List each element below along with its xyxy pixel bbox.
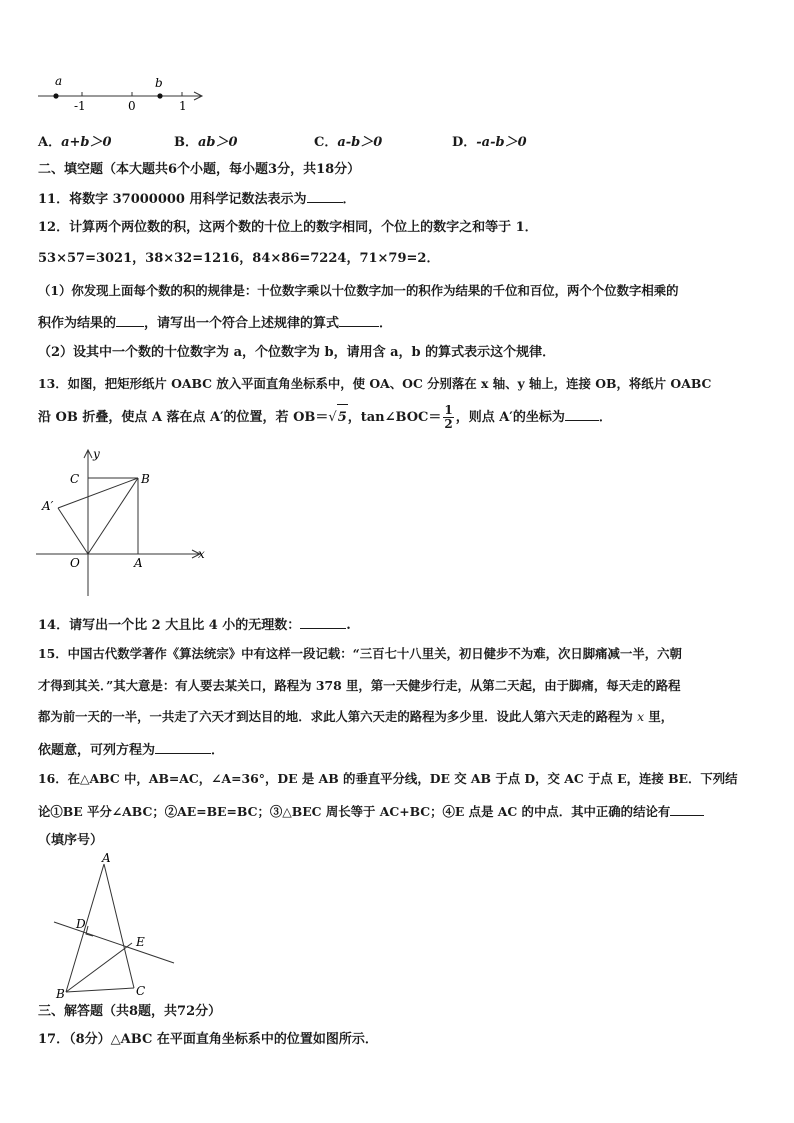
label-O: O — [70, 556, 80, 570]
label-C: C — [70, 472, 80, 486]
section-3-heading: 三、解答题（共8题，共72分） — [38, 1004, 222, 1019]
label-B: B — [56, 987, 65, 1001]
tick-minus-1: -1 — [74, 99, 86, 113]
point-a — [53, 93, 58, 98]
label-C: C — [136, 984, 146, 998]
label-A-prime: A′ — [42, 499, 54, 513]
answer-blank — [307, 190, 343, 203]
question-13-line-2: 沿 OB 折叠，使点 A 落在点 A′的位置，若 OB＝√5，tan∠BOC＝ $\frac{1}{2}$ ，则点 A′的坐标为 ． — [38, 403, 612, 431]
question-16-line-1: 16．在△ABC 中，AB=AC，∠A=36°，DE 是 AB 的垂直平分线，DE 交 AB 于点 D，交 AC 于点 E，连接 BE．下列结 — [38, 771, 738, 786]
question-12-line-2: 53×57=3021，38×32=1216，84×86=7224，71×79=2． — [38, 251, 440, 266]
question-17: 17．（8分）△ABC 在平面直角坐标系中的位置如图所示． — [38, 1032, 378, 1047]
answer-blank — [116, 314, 144, 327]
answer-blank — [155, 741, 211, 754]
question-16-line-3: （填序号） — [38, 833, 104, 848]
fraction: $\frac{1}{2}$ — [444, 403, 453, 431]
label-D: D — [76, 917, 86, 931]
question-12-line-1: 12．计算两个两位数的积，这两个数的十位上的数字相同，个位上的数字之和等于 1． — [38, 220, 538, 235]
question-15-line-4: 依题意，可列方程为 ． — [38, 743, 225, 758]
question-15-line-3: 都为前一天的一半，一共走了六天才到达目的地．求此人第六天走的路程为多少里．设此人第六天走的路程为 x 里， — [38, 709, 674, 724]
label-A: A — [102, 852, 111, 865]
sqrt-value: 5 — [337, 404, 348, 431]
option-c: C．a-b＞0 — [314, 135, 383, 150]
figure-16-triangle-diagram — [46, 852, 184, 1002]
question-12-line-4: 积作为结果的 ，请写出一个符合上述规律的算式 ． — [38, 316, 393, 331]
question-12-line-3: （1）你发现上面每个数的积的规律是：十位数字乘以十位数字加一的积作为结果的千位和百位，两个个位数字相乘的 — [38, 283, 679, 298]
question-12-line-5: （2）设其中一个数的十位数字为 a，个位数字为 b，请用含 a，b 的算式表示这个规律． — [38, 345, 556, 360]
question-15-line-1: 15．中国古代数学著作《算法统宗》中有这样一段记载：“三百七十八里关，初日健步不为难，次日脚痛减一半，六朝 — [38, 646, 682, 661]
tick-1: 1 — [179, 99, 187, 113]
tick-0: 0 — [128, 99, 136, 113]
question-13-line-1: 13．如图，把矩形纸片 OABC 放入平面直角坐标系中，使 OA、OC 分别落在 x 轴、y 轴上，连接 OB，将纸片 OABC — [38, 376, 712, 391]
question-11: 11．将数字 37000000 用科学记数法表示为 ． — [38, 192, 356, 207]
label-y: y — [93, 447, 100, 461]
answer-blank — [339, 314, 379, 327]
label-B: B — [141, 472, 150, 486]
answer-blank — [670, 803, 704, 816]
option-a: A．a+b＞0 — [38, 135, 112, 150]
option-b: B．ab＞0 — [174, 135, 238, 150]
number-line-figure — [30, 72, 210, 114]
label-b: b — [155, 76, 163, 90]
point-b — [157, 93, 162, 98]
label-a: a — [55, 74, 63, 88]
section-2-heading: 二、填空题（本大题共6个小题，每小题3分，共18分） — [38, 162, 361, 177]
answer-blank — [300, 616, 346, 629]
answer-blank — [565, 408, 599, 421]
question-14: 14．请写出一个比 2 大且比 4 小的无理数： . — [38, 618, 351, 633]
figure-13-coordinate-diagram — [36, 442, 208, 598]
question-16-line-2: 论①BE 平分∠ABC；②AE=BE=BC；③△BEC 周长等于 AC+BC；④E 点是 AC 的中点．其中正确的结论有 — [38, 803, 704, 820]
question-15-line-2: 才得到其关．”其大意是：有人要去某关口，路程为 378 里，第一天健步行走，从第二天起，由于脚痛，每天走的路程 — [38, 678, 681, 693]
label-A: A — [134, 556, 143, 570]
option-d: D．-a-b＞0 — [452, 135, 527, 150]
label-x: x — [198, 547, 205, 561]
label-E: E — [136, 935, 145, 949]
